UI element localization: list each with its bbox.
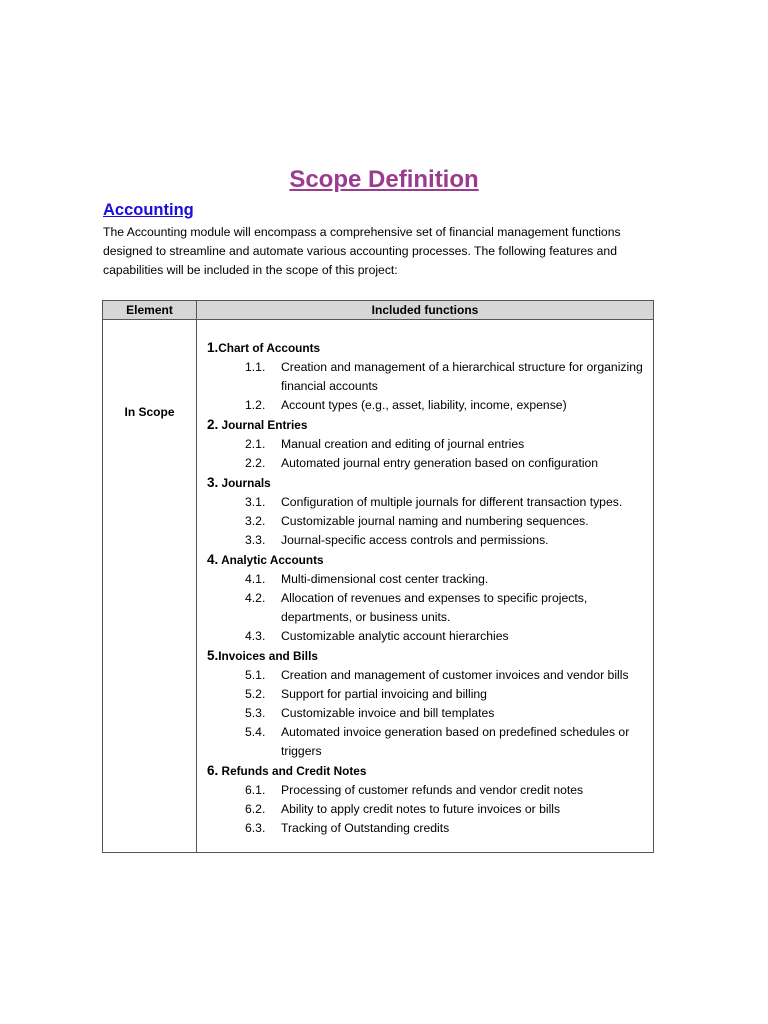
table-row [103,320,654,853]
list-item [207,358,653,396]
function-group-title [207,646,653,666]
function-subitems [207,666,653,761]
function-group [207,338,653,415]
function-group-label: Journal Entries [218,418,308,432]
list-item [207,396,653,415]
list-item [207,493,653,512]
function-group-number: 1. [207,340,219,355]
list-item-number: 1.1. [245,360,266,374]
functions-cell [197,320,654,853]
function-group-title [207,473,653,493]
scope-table [102,300,654,853]
list-item [207,531,653,550]
function-group [207,550,653,646]
function-group [207,473,653,550]
function-subitems [207,570,653,646]
function-group-number: 4. [207,552,219,567]
function-group-label: Invoices and Bills [218,649,318,663]
header-element: Element [103,301,197,320]
list-item-number: 4.3. [245,629,266,643]
list-item [207,435,653,454]
list-item [207,704,653,723]
list-item [207,589,653,627]
list-item-text: Automated journal entry generation based on configuration [281,456,599,470]
list-item-number: 3.3. [245,533,266,547]
list-item-text: Account types (e.g., asset, liability, income, expense) [281,398,567,412]
list-item-number: 5.1. [245,668,266,682]
list-item-number: 6.3. [245,821,266,835]
list-item-text: Tracking of Outstanding credits [281,821,450,835]
function-group-title [207,338,653,358]
function-group [207,646,653,761]
function-group-number: 5. [207,648,219,663]
list-item-number: 6.2. [245,802,266,816]
list-item-text: Creation and management of customer invoices and vendor bills [281,668,629,682]
list-item [207,570,653,589]
function-group-label: Chart of Accounts [218,341,321,355]
function-group-title [207,550,653,570]
list-item-text: Multi-dimensional cost center tracking. [281,572,489,586]
function-subitems [207,493,653,550]
list-item-text: Creation and management of a hierarchical structure for organizing financial accounts [281,360,643,393]
list-item-text: Automated invoice generation based on predefined schedules or triggers [281,725,630,758]
list-item-number: 6.1. [245,783,266,797]
function-group [207,415,653,473]
list-item-text: Configuration of multiple journals for different transaction types. [281,495,623,509]
function-group-number: 6. [207,763,219,778]
list-item [207,819,653,838]
list-item-text: Customizable journal naming and numbering sequences. [281,514,589,528]
list-item [207,685,653,704]
table-header-row [103,301,654,320]
list-item-text: Journal-specific access controls and permissions. [281,533,549,547]
list-item-text: Allocation of revenues and expenses to specific projects, departments, or business units. [281,591,588,624]
function-subitems [207,358,653,415]
list-item-number: 4.1. [245,572,266,586]
function-group-label: Analytic Accounts [218,553,324,567]
page-title: Scope Definition [289,166,479,193]
list-item [207,627,653,646]
list-item-number: 1.2. [245,398,266,412]
list-item-text: Customizable analytic account hierarchies [281,629,509,643]
function-subitems [207,781,653,838]
list-item [207,454,653,473]
list-item-number: 2.2. [245,456,266,470]
intro-paragraph: The Accounting module will encompass a comprehensive set of financial management functions designed to streamline and automate various accounting processes. The following features and capabilities will be included in the scope of this project: [103,225,621,277]
function-group-number: 2. [207,417,219,432]
list-item-number: 3.2. [245,514,266,528]
list-item-number: 5.3. [245,706,266,720]
list-item [207,781,653,800]
function-group-label: Journals [218,476,271,490]
list-item [207,666,653,685]
list-item-number: 2.1. [245,437,266,451]
header-included-functions: Included functions [197,301,654,320]
element-cell [103,320,197,853]
list-item-text: Manual creation and editing of journal entries [281,437,525,451]
function-group-title [207,415,653,435]
function-group-label: Refunds and Credit Notes [218,764,367,778]
list-item-number: 3.1. [245,495,266,509]
list-item [207,800,653,819]
function-group-title [207,761,653,781]
list-item [207,723,653,761]
list-item-text: Customizable invoice and bill templates [281,706,495,720]
list-item [207,512,653,531]
functions-list [197,320,653,838]
element-label: In Scope [124,405,175,419]
list-item-number: 5.2. [245,687,266,701]
list-item-text: Processing of customer refunds and vendor credit notes [281,783,584,797]
list-item-text: Ability to apply credit notes to future invoices or bills [281,802,561,816]
function-group-number: 3. [207,475,219,490]
function-group [207,761,653,838]
list-item-number: 4.2. [245,591,266,605]
function-subitems [207,435,653,473]
section-heading-accounting: Accounting [103,201,194,219]
list-item-text: Support for partial invoicing and billing [281,687,487,701]
list-item-number: 5.4. [245,725,266,739]
